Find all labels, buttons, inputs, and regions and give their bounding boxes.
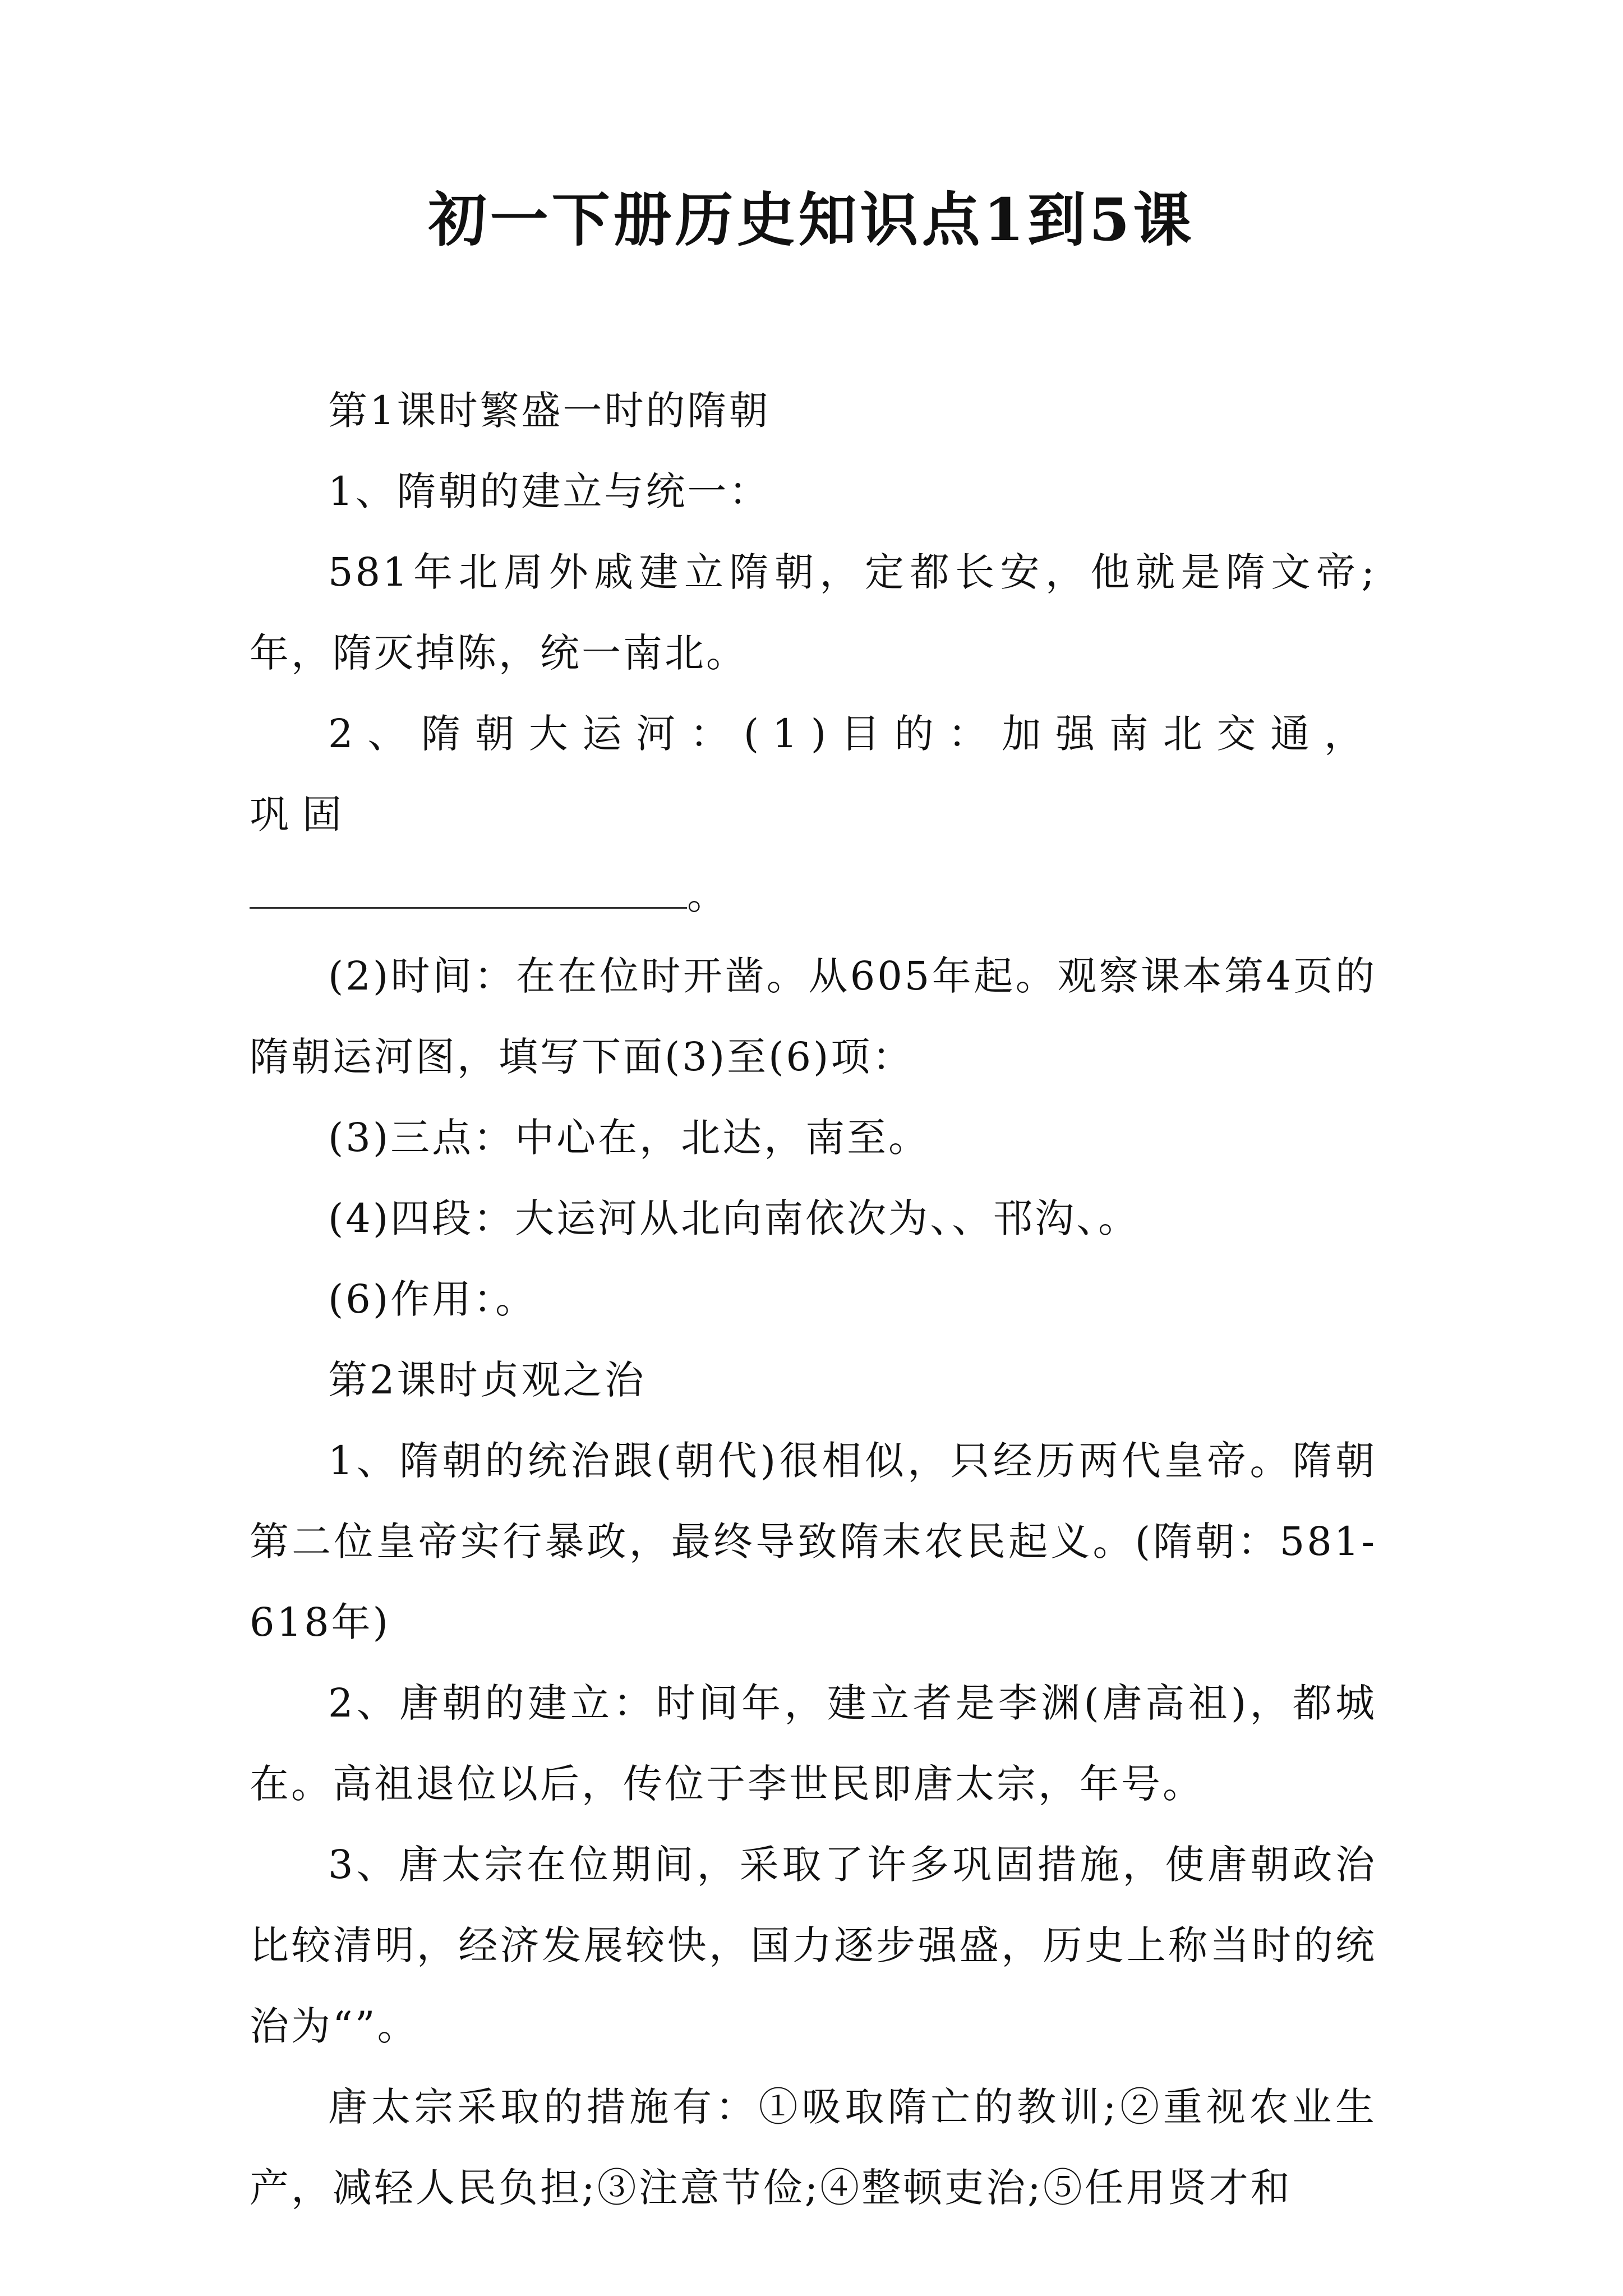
paragraph-sui-founding-heading: 1、隋朝的建立与统一： (328, 468, 771, 514)
paragraph-four-sections: (4)四段：大运河从北向南依次为、、邗沟、。 (328, 1195, 1140, 1241)
paragraph-blank-line (250, 855, 1377, 936)
fill-in-blank (250, 868, 687, 909)
paragraph-tang-founding: 2、唐朝的建立：时间年，建立者是李渊(唐高祖)，都城在。高祖退位以后，传位于李世民即唐太宗，年号。 (250, 1680, 1377, 1807)
paragraph-taizong-reign: 3、唐太宗在位期间，采取了许多巩固措施，使唐朝政治比较清明，经济发展较快，国力逐步强盛，历史上称当时的统治为“”。 (250, 1842, 1377, 2049)
document-title: 初一下册历史知识点1到5课 (428, 185, 1195, 254)
paragraph-grand-canal-purpose: 2、隋朝大运河：(1)目的：加强南北交通，巩固 (250, 711, 1377, 838)
paragraph-three-points: (3)三点：中心在，北达，南至。 (328, 1115, 930, 1161)
paragraph-canal-effect: (6)作用：。 (328, 1276, 537, 1322)
blank-line-period: 。 (687, 872, 728, 918)
lesson-1-heading: 第1课时繁盛一时的隋朝 (328, 388, 771, 434)
paragraph-sui-founding: 581年北周外戚建立隋朝，定都长安，他就是隋文帝;年，隋灭掉陈，统一南北。 (250, 549, 1377, 676)
paragraph-taizong-measures: 唐太宗采取的措施有：①吸取隋亡的教训;②重视农业生产，减轻人民负担;③注意节俭;④整顿吏治;⑤任用贤才和 (250, 2084, 1377, 2211)
paragraph-sui-rule: 1、隋朝的统治跟(朝代)很相似，只经历两代皇帝。隋朝第二位皇帝实行暴政，最终导致隋末农民起义。(隋朝：581-618年) (250, 1438, 1377, 1645)
paragraph-canal-time: (2)时间：在在位时开凿。从605年起。观察课本第4页的隋朝运河图，填写下面(3)至(6)项： (250, 953, 1377, 1080)
document-body (250, 370, 1377, 2228)
lesson-2-heading: 第2课时贞观之治 (328, 1357, 646, 1403)
